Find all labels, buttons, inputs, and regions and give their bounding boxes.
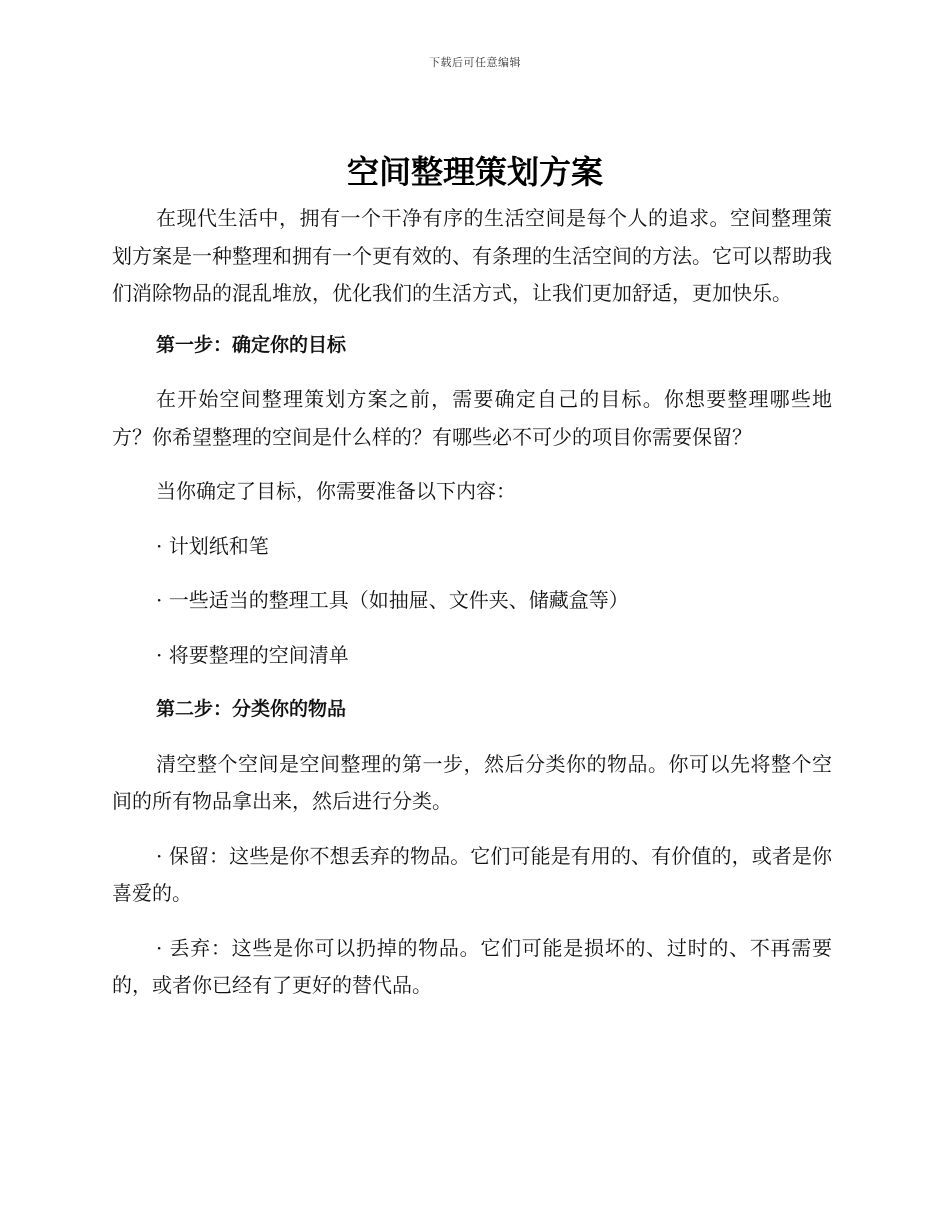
step1-paragraph: 在开始空间整理策划方案之前，需要确定自己的目标。你想要整理哪些地方？你希望整理的空间是什么样的？有哪些必不可少的项目你需要保留？: [112, 387, 832, 449]
step2-paragraph: 清空整个空间是空间整理的第一步，然后分类你的物品。你可以先将整个空间的所有物品拿出来，然后进行分类。: [112, 751, 832, 813]
discard-item: · 丢弃：这些是你可以扔掉的物品。它们可能是损坏的、过时的、不再需要的，或者你已经有了更好的替代品。: [112, 935, 832, 997]
step2-heading: 第二步：分类你的物品: [156, 698, 347, 720]
list-item: · 计划纸和笔: [156, 533, 269, 558]
intro-paragraph: 在现代生活中，拥有一个干净有序的生活空间是每个人的追求。空间整理策划方案是一种整理和拥有一个更有效的、有条理的生活空间的方法。它可以帮助我们消除物品的混乱堆放，优化我们的生活方式，让我们更加舒适，更加快乐。: [112, 206, 832, 305]
document-body: [112, 200, 832, 1022]
list-item: · 将要整理的空间清单: [156, 642, 349, 667]
page-title: 空间整理策划方案: [346, 153, 603, 191]
keep-item: · 保留：这些是你不想丢弃的物品。它们可能是有用的、有价值的，或者是你喜爱的。: [112, 843, 832, 905]
step1-prep-paragraph: 当你确定了目标，你需要准备以下内容：: [156, 479, 516, 503]
list-item: · 一些适当的整理工具（如抽屉、文件夹、储藏盒等）: [156, 588, 629, 612]
step1-heading: 第一步：确定你的目标: [156, 333, 347, 356]
header-note: 下载后可任意编辑: [429, 56, 521, 69]
